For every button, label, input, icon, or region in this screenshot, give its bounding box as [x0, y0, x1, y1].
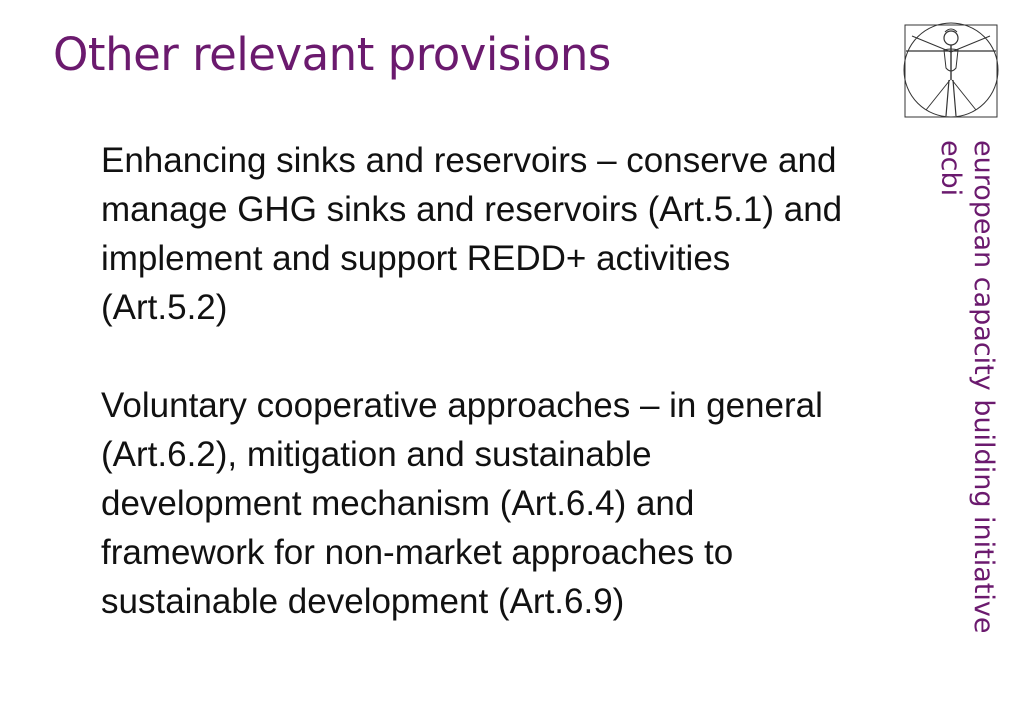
slide-title: Other relevant provisions	[53, 28, 611, 81]
brand-acronym: ecbi	[935, 140, 966, 197]
brand-text	[920, 140, 1000, 660]
bullet-item: Voluntary cooperative approaches – in general (Art.6.2), mitigation and sustainable development mechanism (Art.6.4) and framework for non-market approaches to sustainable development (Art.6.9)	[101, 386, 823, 621]
bullet-item: Enhancing sinks and reservoirs – conserve and manage GHG sinks and reservoirs (Art.5.1) and implement and support REDD+ activities (Art.5.2)	[101, 141, 843, 327]
bullet-list	[101, 136, 861, 675]
vitruvian-man-icon	[898, 18, 1004, 124]
brand-name: european capacity building initiative	[968, 140, 999, 634]
